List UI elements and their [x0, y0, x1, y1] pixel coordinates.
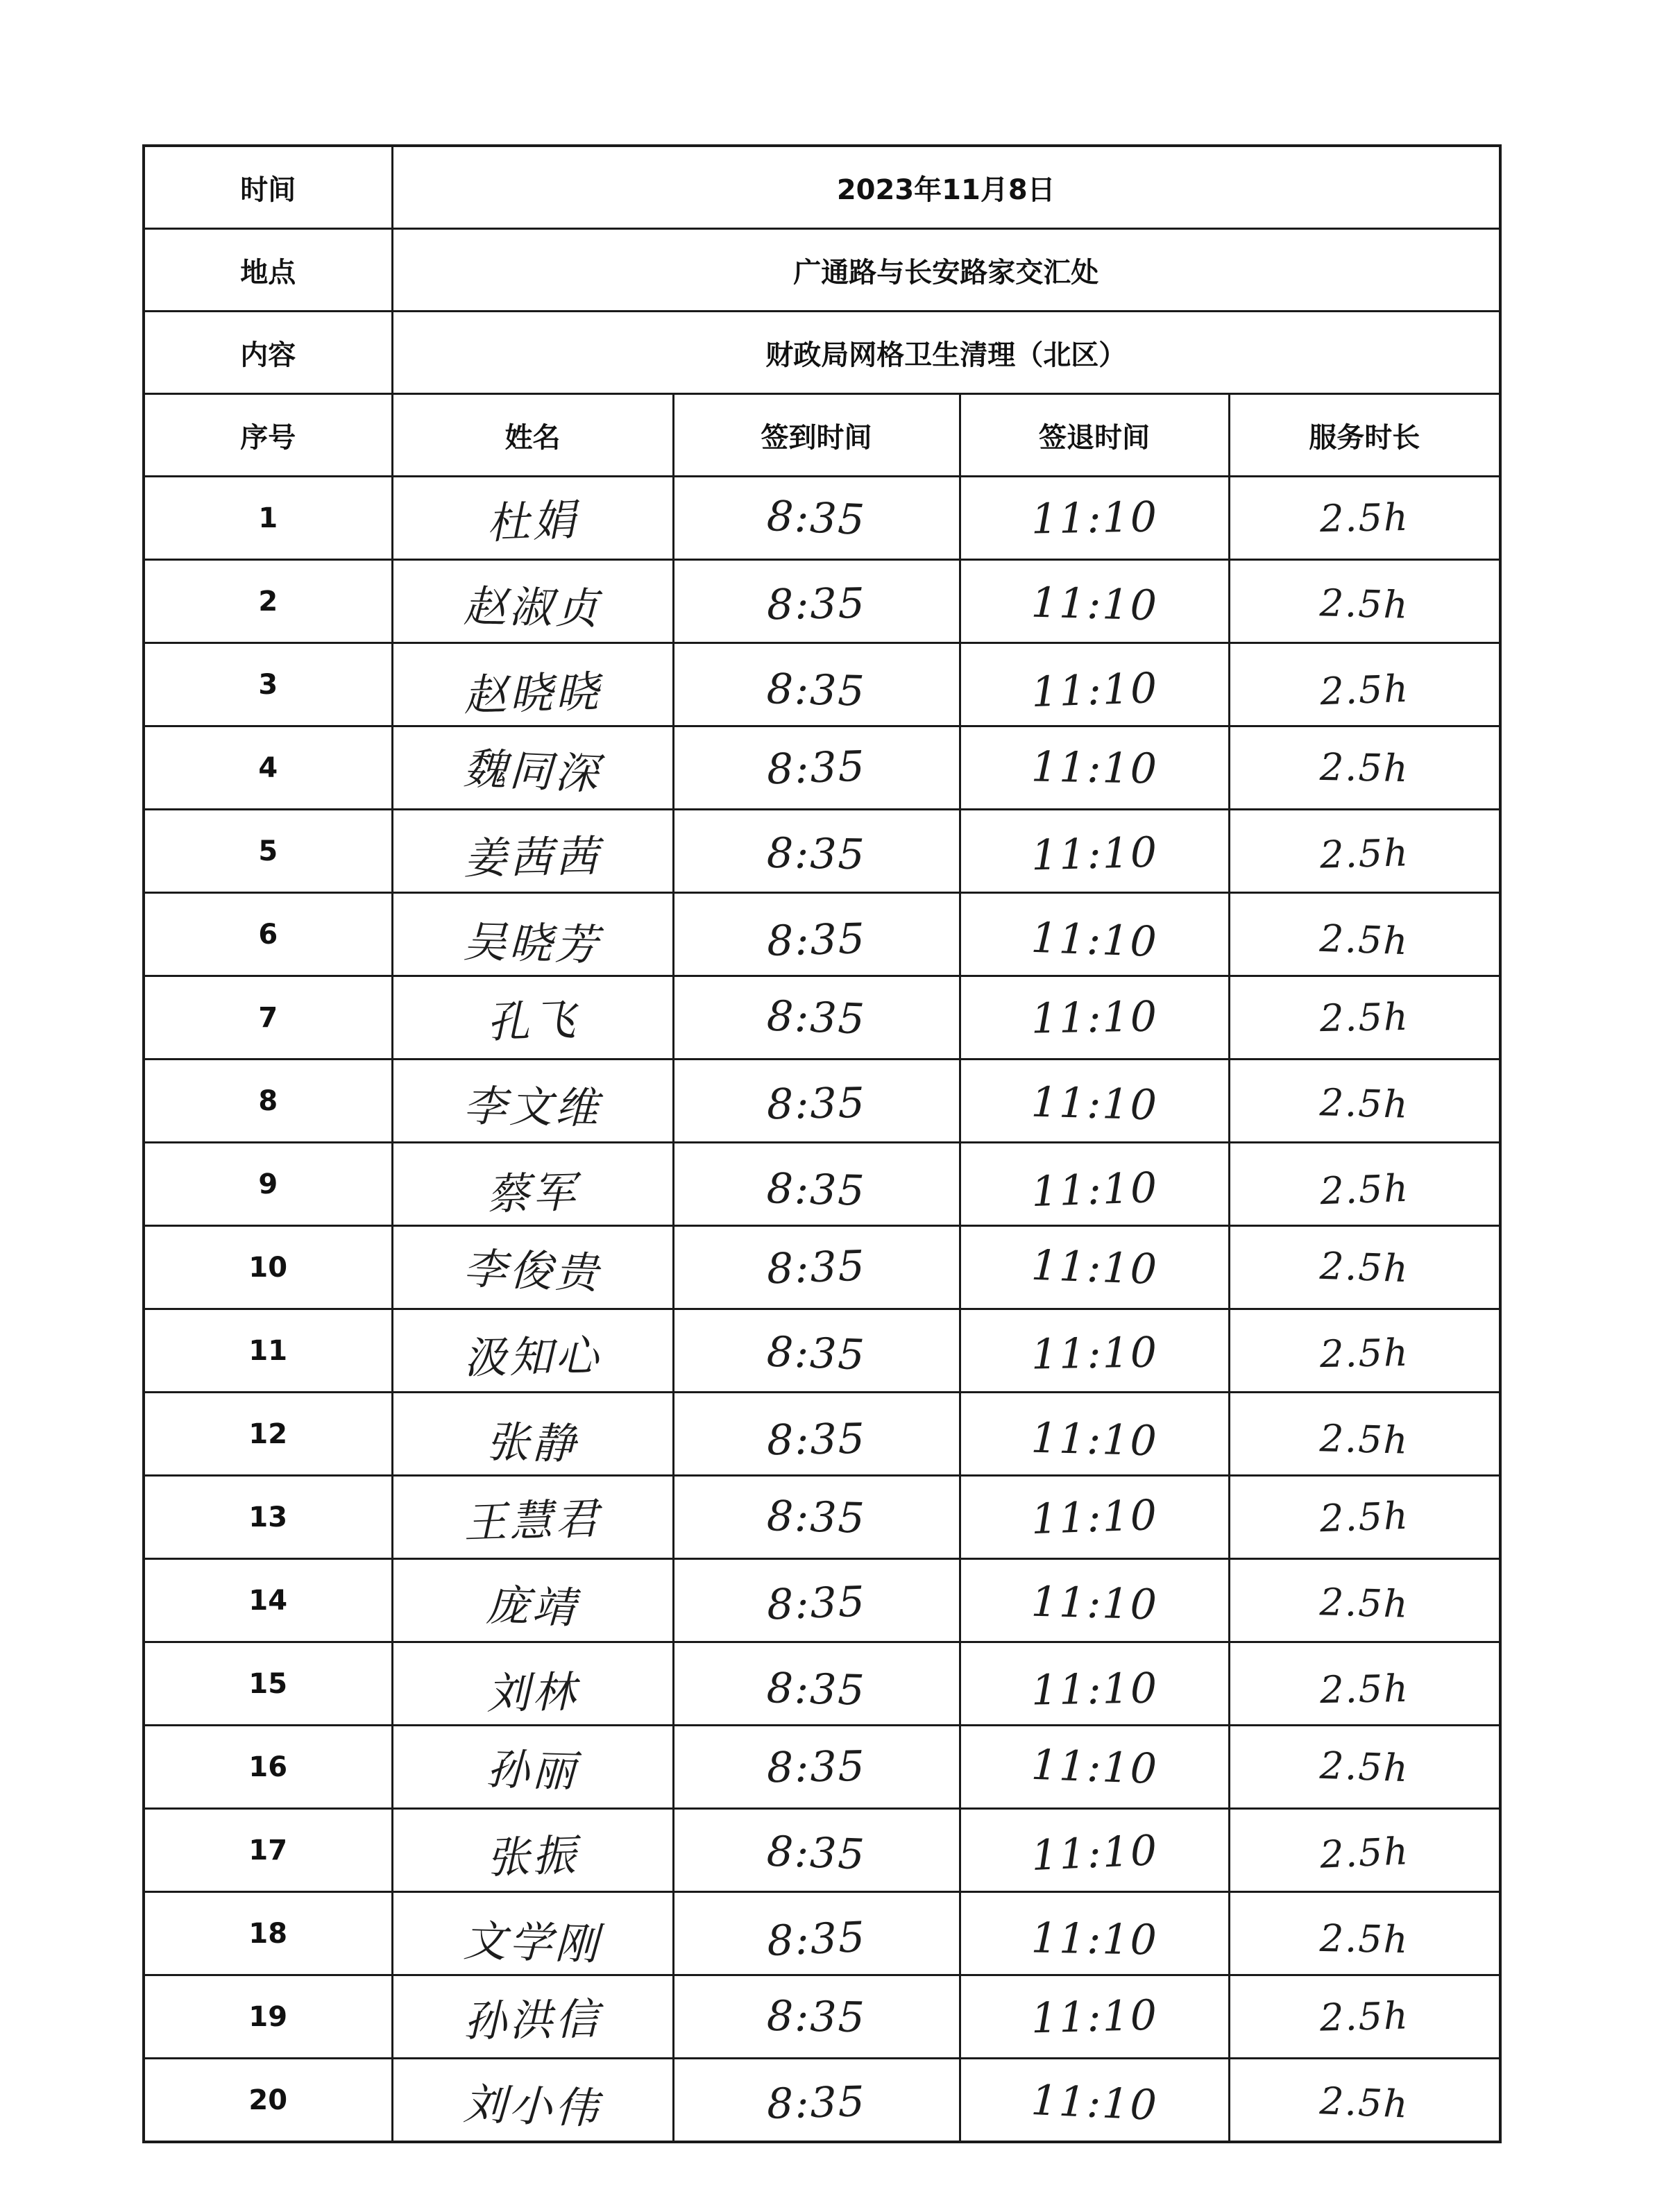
row-checkout-time-cell [960, 1143, 1229, 1226]
row-checkin-time: 8:35 [766, 1912, 867, 1966]
row-checkout-time: 11:10 [1029, 2075, 1159, 2130]
row-duration-cell [1229, 643, 1500, 726]
row-signature-cell [392, 1476, 673, 1559]
row-seq-cell [144, 1726, 392, 1809]
row-checkout-time-cell [960, 1060, 1229, 1143]
row-checkout-time-cell [960, 810, 1229, 893]
row-duration: 2.5h [1318, 1829, 1411, 1877]
row-seq: 19 [248, 2000, 288, 2033]
row-checkin-time-cell [673, 477, 960, 560]
row-seq-cell [144, 1143, 392, 1226]
row-duration-cell [1229, 1060, 1500, 1143]
row-duration-cell [1229, 1642, 1500, 1726]
row-duration: 2.5h [1318, 1493, 1410, 1541]
row-seq: 20 [248, 2084, 288, 2116]
row-checkin-time-cell [673, 1559, 960, 1642]
row-checkout-time-cell [960, 726, 1229, 810]
row-duration-cell [1229, 1809, 1500, 1892]
row-seq: 2 [258, 585, 278, 618]
row-checkout-time-cell [960, 1642, 1229, 1726]
content-label: 内容 [144, 312, 392, 394]
column-header-duration: 服务时长 [1229, 394, 1500, 477]
row-seq: 14 [248, 1584, 288, 1617]
row-checkin-time-cell [673, 1476, 960, 1559]
row-duration-cell [1229, 1726, 1500, 1809]
row-checkin-time-cell [673, 1393, 960, 1476]
row-seq: 5 [258, 835, 278, 867]
row-signature: 李文维 [463, 1080, 602, 1134]
row-signature: 李俊贵 [463, 1243, 602, 1299]
row-duration-cell [1229, 2059, 1500, 2143]
row-checkout-time-cell [960, 1309, 1229, 1393]
row-signature: 姜茜茜 [464, 831, 602, 884]
table-row [144, 1809, 1500, 1892]
row-seq: 12 [248, 1418, 288, 1450]
row-signature: 王慧君 [463, 1492, 602, 1549]
row-checkin-time: 8:35 [766, 579, 867, 629]
row-checkin-time: 8:35 [765, 491, 867, 545]
row-checkin-time: 8:35 [765, 1327, 867, 1379]
row-checkin-time-cell [673, 1726, 960, 1809]
table-row [144, 1060, 1500, 1143]
row-signature: 赵晓晓 [463, 666, 602, 721]
row-checkin-time: 8:35 [765, 1827, 867, 1879]
table-row [144, 1143, 1500, 1226]
row-signature-cell [392, 893, 673, 976]
row-checkin-time: 8:35 [766, 1414, 867, 1465]
row-checkout-time-cell [960, 893, 1229, 976]
row-signature-cell [392, 1726, 673, 1809]
row-signature-cell [392, 810, 673, 893]
row-seq-cell [144, 893, 392, 976]
row-seq-cell [144, 1642, 392, 1726]
table-row [144, 1309, 1500, 1393]
row-checkin-time: 8:35 [765, 1241, 867, 1293]
column-header-seq: 序号 [144, 394, 392, 477]
row-duration-cell [1229, 1559, 1500, 1642]
row-seq: 8 [258, 1084, 278, 1117]
row-signature: 孙洪信 [463, 1993, 602, 2047]
row-duration: 2.5h [1318, 1743, 1410, 1791]
row-checkin-time-cell [673, 1226, 960, 1309]
row-duration: 2.5h [1319, 994, 1410, 1041]
row-seq: 13 [248, 1501, 288, 1533]
row-duration: 2.5h [1318, 1243, 1410, 1291]
row-checkout-time: 11:10 [1030, 992, 1159, 1044]
row-seq: 1 [258, 502, 278, 534]
row-checkin-time-cell [673, 893, 960, 976]
row-signature-cell [392, 1309, 673, 1393]
row-signature-cell [392, 1143, 673, 1226]
row-checkout-time: 11:10 [1030, 663, 1159, 717]
row-seq: 4 [258, 751, 278, 784]
row-duration-cell [1229, 1226, 1500, 1309]
row-signature: 张静 [486, 1416, 579, 1470]
row-seq-cell [144, 976, 392, 1060]
row-signature-cell [392, 2059, 673, 2143]
row-seq: 10 [248, 1251, 288, 1284]
column-header-checkout: 签退时间 [960, 394, 1229, 477]
row-signature-cell [392, 477, 673, 560]
row-seq-cell [144, 1809, 392, 1892]
row-signature-cell [392, 1559, 673, 1642]
table-row [144, 643, 1500, 726]
table-row [144, 893, 1500, 976]
time-row [144, 146, 1500, 229]
row-duration-cell [1229, 976, 1500, 1060]
row-duration-cell [1229, 477, 1500, 560]
row-duration-cell [1229, 1892, 1500, 1975]
row-seq-cell [144, 1393, 392, 1476]
row-duration-cell [1229, 560, 1500, 643]
table-row [144, 1559, 1500, 1642]
row-signature: 汲知心 [464, 1330, 602, 1384]
time-value: 2023年11月8日 [392, 146, 1500, 229]
row-signature: 文学刚 [463, 1915, 602, 1970]
row-seq-cell [144, 1559, 392, 1642]
row-checkout-time-cell [960, 477, 1229, 560]
row-checkout-time: 11:10 [1030, 742, 1159, 794]
row-signature: 孙丽 [486, 1744, 579, 1797]
table-row [144, 1226, 1500, 1309]
row-duration-cell [1229, 1975, 1500, 2059]
row-seq-cell [144, 643, 392, 726]
row-seq: 17 [248, 1834, 288, 1866]
row-duration-cell [1229, 1476, 1500, 1559]
row-checkin-time: 8:35 [766, 914, 867, 966]
row-signature: 张振 [486, 1829, 580, 1884]
row-checkout-time: 11:10 [1030, 1078, 1159, 1130]
row-checkout-time: 11:10 [1030, 1991, 1159, 2043]
row-signature: 杜娟 [486, 494, 580, 549]
row-duration: 2.5h [1319, 1916, 1409, 1962]
row-duration: 2.5h [1319, 831, 1410, 877]
row-duration-cell [1229, 1143, 1500, 1226]
row-checkin-time-cell [673, 1060, 960, 1143]
row-signature-cell [392, 1393, 673, 1476]
row-checkout-time: 11:10 [1030, 1241, 1159, 1294]
row-checkin-time: 8:35 [766, 1078, 867, 1129]
table-row [144, 560, 1500, 643]
row-checkin-time-cell [673, 1642, 960, 1726]
row-seq: 9 [258, 1168, 278, 1200]
row-seq-cell [144, 477, 392, 560]
row-checkin-time: 8:35 [766, 2077, 867, 2129]
table-row [144, 810, 1500, 893]
row-seq-cell [144, 560, 392, 643]
table-row [144, 1975, 1500, 2059]
row-duration: 2.5h [1319, 1580, 1410, 1626]
row-checkout-time: 11:10 [1030, 1740, 1159, 1794]
row-seq-cell [144, 810, 392, 893]
column-header-checkin: 签到时间 [673, 394, 960, 477]
row-signature-cell [392, 643, 673, 726]
sign-in-sheet [142, 144, 1502, 2143]
row-checkout-time: 11:10 [1030, 1490, 1159, 1544]
column-header-row [144, 394, 1500, 477]
row-signature: 吴晓芳 [463, 916, 602, 971]
row-checkin-time-cell [673, 726, 960, 810]
table-row [144, 2059, 1500, 2143]
row-signature-cell [392, 1892, 673, 1975]
row-duration: 2.5h [1319, 1666, 1410, 1712]
row-checkout-time-cell [960, 2059, 1229, 2143]
row-checkin-time: 8:35 [765, 742, 867, 794]
row-signature-cell [392, 976, 673, 1060]
row-signature: 蔡军 [486, 1166, 579, 1220]
row-signature: 赵淑贞 [463, 581, 602, 634]
row-signature: 孔飞 [486, 994, 579, 1048]
row-checkin-time-cell [673, 810, 960, 893]
row-seq: 15 [248, 1667, 288, 1700]
row-signature: 刘林 [486, 1666, 579, 1719]
row-signature-cell [392, 1975, 673, 2059]
place-label: 地点 [144, 229, 392, 312]
row-checkout-time: 11:10 [1030, 1826, 1160, 1880]
row-duration: 2.5h [1318, 1416, 1410, 1463]
row-checkout-time-cell [960, 1393, 1229, 1476]
row-duration: 2.5h [1318, 916, 1410, 964]
row-checkin-time-cell [673, 1892, 960, 1975]
row-duration: 2.5h [1318, 2079, 1410, 2127]
content-value: 财政局网格卫生清理（北区） [392, 312, 1500, 394]
row-checkout-time-cell [960, 1226, 1229, 1309]
table-row [144, 976, 1500, 1060]
row-checkin-time: 8:35 [766, 1577, 867, 1629]
content-row [144, 312, 1500, 394]
row-signature-cell [392, 1642, 673, 1726]
row-checkout-time-cell [960, 643, 1229, 726]
row-seq: 3 [258, 668, 278, 701]
row-checkout-time-cell [960, 1975, 1229, 2059]
row-checkin-time-cell [673, 2059, 960, 2143]
row-checkin-time: 8:35 [766, 1742, 867, 1792]
table-row [144, 1393, 1500, 1476]
row-duration: 2.5h [1319, 495, 1410, 541]
row-duration: 2.5h [1319, 745, 1410, 791]
column-header-name: 姓名 [392, 394, 673, 477]
row-checkin-time-cell [673, 1975, 960, 2059]
row-checkout-time: 11:10 [1030, 1413, 1159, 1465]
row-checkout-time: 11:10 [1030, 913, 1159, 967]
row-checkin-time-cell [673, 976, 960, 1060]
row-duration-cell [1229, 1393, 1500, 1476]
row-checkin-time: 8:35 [766, 1663, 867, 1715]
row-seq: 11 [248, 1334, 288, 1367]
place-value: 广通路与长安路家交汇处 [392, 229, 1500, 312]
row-checkout-time-cell [960, 976, 1229, 1060]
time-label: 时间 [144, 146, 392, 229]
row-signature-cell [392, 726, 673, 810]
row-checkout-time-cell [960, 1559, 1229, 1642]
row-checkout-time: 11:10 [1030, 578, 1159, 630]
row-checkin-time-cell [673, 1143, 960, 1226]
row-duration: 2.5h [1319, 1330, 1410, 1377]
row-seq: 6 [258, 918, 278, 951]
table-row [144, 1892, 1500, 1975]
row-signature-cell [392, 1809, 673, 1892]
row-seq-cell [144, 1476, 392, 1559]
table-row [144, 1642, 1500, 1726]
row-seq-cell [144, 1060, 392, 1143]
row-checkout-time-cell [960, 560, 1229, 643]
place-row [144, 229, 1500, 312]
row-seq-cell [144, 1892, 392, 1975]
row-signature: 魏同深 [462, 742, 602, 800]
row-seq: 16 [248, 1751, 288, 1783]
row-checkout-time: 11:10 [1030, 1663, 1159, 1715]
row-checkout-time: 11:10 [1030, 1577, 1159, 1629]
row-checkin-time: 8:35 [766, 664, 867, 716]
table-row [144, 726, 1500, 810]
row-seq-cell [144, 1226, 392, 1309]
row-duration-cell [1229, 1309, 1500, 1393]
table-row [144, 477, 1500, 560]
row-duration-cell [1229, 726, 1500, 810]
row-checkout-time-cell [960, 1476, 1229, 1559]
row-checkin-time-cell [673, 643, 960, 726]
row-checkin-time-cell [673, 560, 960, 643]
row-seq-cell [144, 2059, 392, 2143]
table-row [144, 1476, 1500, 1559]
row-checkin-time-cell [673, 1809, 960, 1892]
row-checkout-time: 11:10 [1030, 1327, 1159, 1379]
row-signature-cell [392, 1060, 673, 1143]
row-signature-cell [392, 1226, 673, 1309]
row-checkin-time: 8:35 [766, 1991, 867, 2042]
row-signature: 刘小伟 [462, 2078, 602, 2134]
row-duration: 2.5h [1319, 1166, 1410, 1214]
row-checkout-time-cell [960, 1892, 1229, 1975]
row-seq-cell [144, 1975, 392, 2059]
row-signature-cell [392, 560, 673, 643]
row-checkin-time: 8:35 [766, 1164, 867, 1216]
row-checkin-time: 8:35 [766, 828, 867, 879]
row-seq-cell [144, 726, 392, 810]
row-seq: 18 [248, 1917, 288, 1950]
table-row [144, 1726, 1500, 1809]
row-duration: 2.5h [1319, 1080, 1410, 1127]
row-checkout-time: 11:10 [1030, 1913, 1158, 1965]
row-seq: 7 [258, 1001, 278, 1034]
row-duration-cell [1229, 810, 1500, 893]
row-checkout-time-cell [960, 1726, 1229, 1809]
row-checkin-time: 8:35 [766, 1491, 867, 1543]
row-checkout-time-cell [960, 1809, 1229, 1892]
row-seq-cell [144, 1309, 392, 1393]
row-checkin-time-cell [673, 1309, 960, 1393]
row-duration: 2.5h [1319, 666, 1410, 714]
row-duration: 2.5h [1319, 581, 1410, 627]
row-duration: 2.5h [1319, 1993, 1410, 2040]
row-checkout-time: 11:10 [1030, 492, 1159, 544]
row-checkout-time: 11:10 [1030, 1163, 1159, 1216]
row-checkout-time: 11:10 [1030, 828, 1159, 880]
row-checkin-time: 8:35 [765, 992, 867, 1044]
row-signature: 庞靖 [485, 1579, 579, 1634]
row-duration-cell [1229, 893, 1500, 976]
